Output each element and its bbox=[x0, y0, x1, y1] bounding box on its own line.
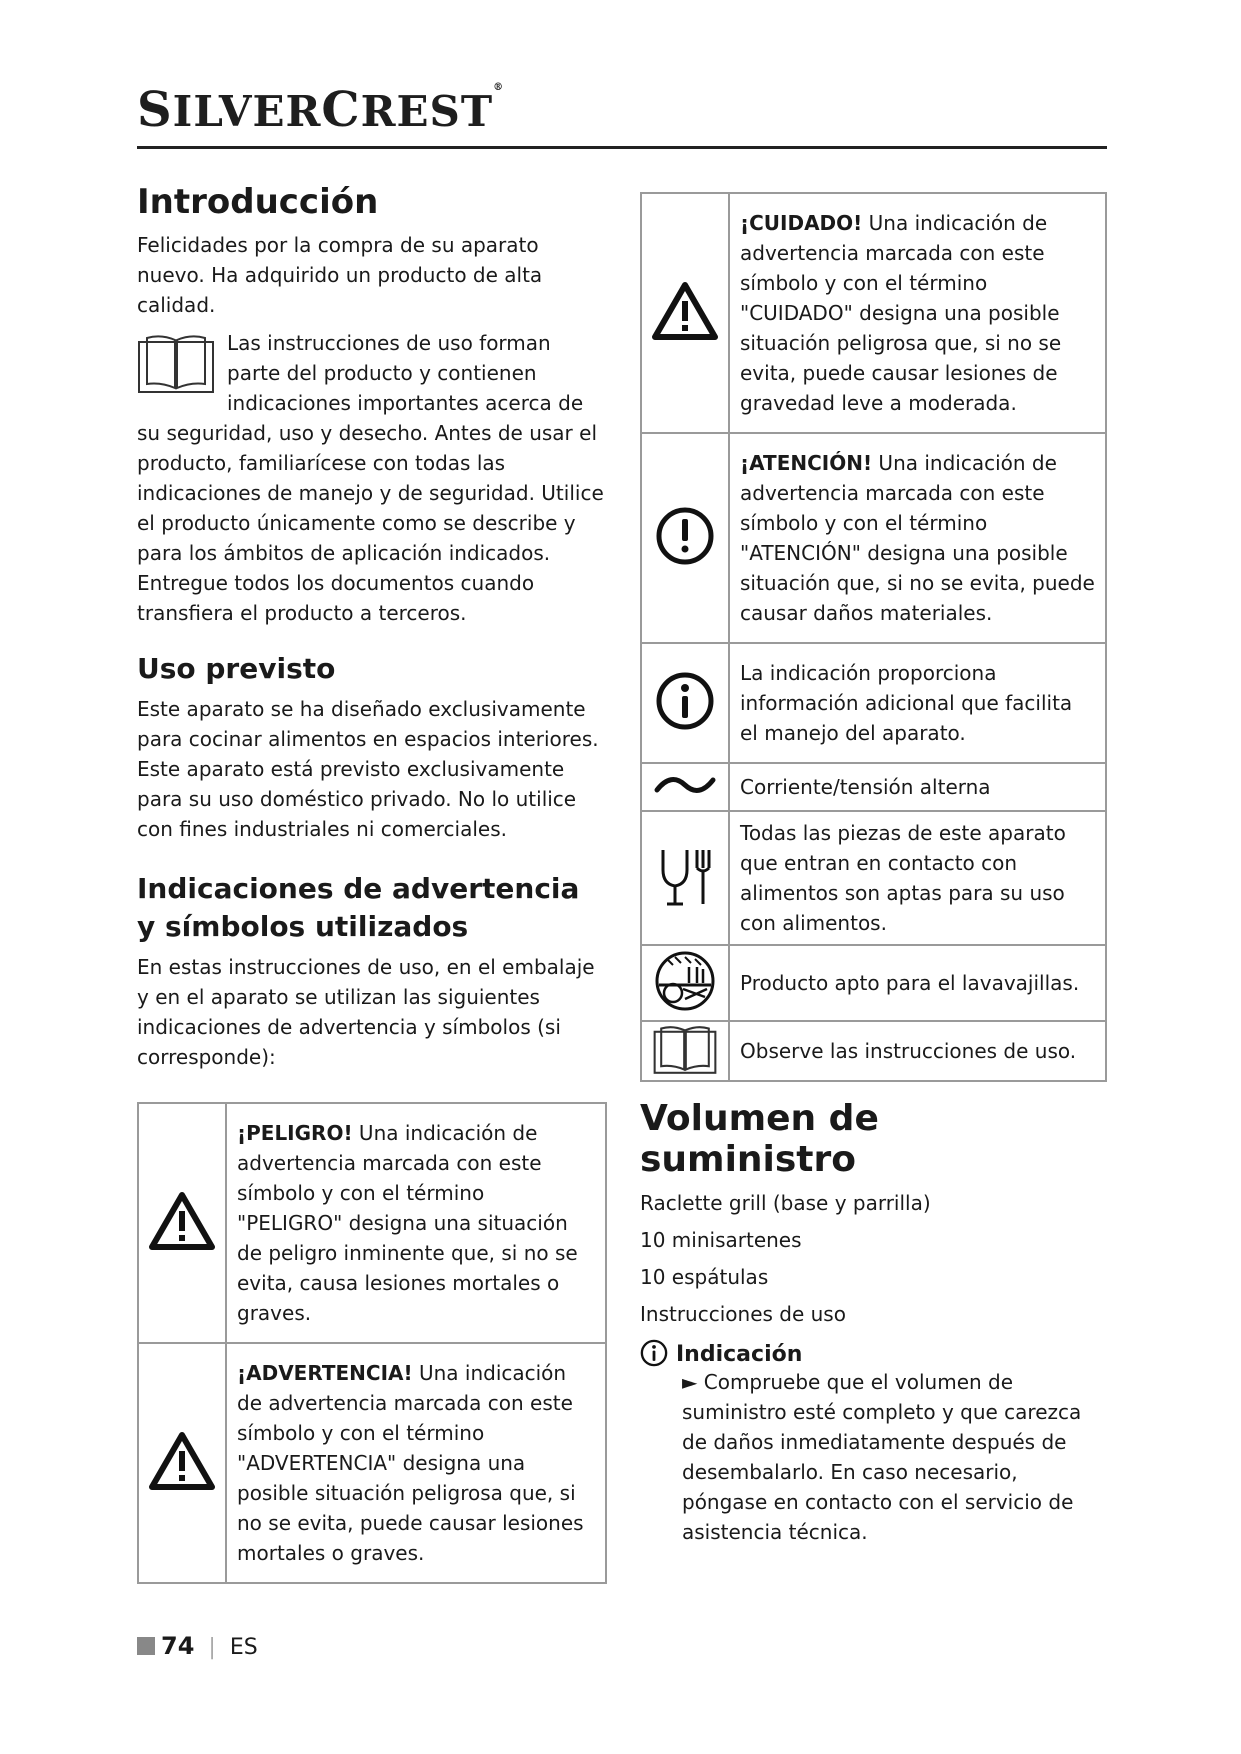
page-footer bbox=[137, 1632, 258, 1660]
symbol-row-ac: Corriente/tensión alterna bbox=[641, 763, 1106, 811]
intro-paragraph-2-block bbox=[137, 328, 607, 628]
intro-title: Introducción bbox=[137, 182, 379, 222]
intro-paragraph-2: Las instrucciones de uso forman parte del producto y contienen indicaciones importantes acerca de su seguridad, uso y desecho. Antes de usar el producto, familiarícese con todas las indicaciones de manejo y de seguridad. Utilice el producto únicamente como se describe y para los ámbitos de aplicación indicados. Entregue todos los documentos cuando transfiera el producto a terceros. bbox=[137, 331, 604, 625]
symbol-row-food-safe: Todas las piezas de este aparato que entran en contacto con alimentos son aptas para su uso con alimentos. bbox=[641, 811, 1106, 945]
warning-row-atencion: ¡ATENCIÓN! Una indicación de advertencia marcada con este símbolo y con el término "ATENCIÓN" designa una posible situación que, si no se evita, puede causar daños materiales. bbox=[641, 433, 1106, 643]
exclamation-circle-icon bbox=[655, 506, 715, 566]
warning-triangle-icon bbox=[651, 281, 719, 341]
footer-square bbox=[137, 1637, 155, 1655]
manual-book-icon bbox=[137, 332, 215, 394]
warning-row-cuidado: ¡CUIDADO! Una indicación de advertencia marcada con este símbolo y con el término "CUIDADO" designa una posible situación peligrosa que, si no se evita, puede causar lesiones de gravedad leve a moderada. bbox=[641, 193, 1106, 433]
left-column bbox=[137, 182, 607, 1584]
alternating-current-icon bbox=[653, 770, 717, 800]
warnings-table-left bbox=[137, 1102, 607, 1584]
warning-row-advertencia: ¡ADVERTENCIA! Una indicación de advertencia marcada con este símbolo y con el término "ADVERTENCIA" designa una posible situación peligrosa que, si no se evita, puede causar lesiones mortales o graves. bbox=[138, 1343, 606, 1583]
header-rule bbox=[137, 146, 1107, 149]
right-column bbox=[640, 192, 1107, 1547]
footer-separator: | bbox=[208, 1635, 216, 1660]
supply-item: 10 espátulas bbox=[640, 1265, 769, 1289]
warnings-table-right bbox=[640, 192, 1107, 1082]
symbol-row-manual: Observe las instrucciones de uso. bbox=[641, 1021, 1106, 1081]
supply-item: 10 minisartenes bbox=[640, 1228, 802, 1252]
food-safe-icon bbox=[657, 844, 713, 908]
warning-triangle-icon bbox=[148, 1431, 216, 1491]
warning-row-danger: ¡PELIGRO! Una indicación de advertencia marcada con este símbolo y con el término "PELIGRO" designa una situación de peligro inminente que, si no se evita, causa lesiones mortales o graves. bbox=[138, 1103, 606, 1343]
language-code: ES bbox=[229, 1635, 258, 1660]
note-text: ► Compruebe que el volumen de suministro esté completo y que carezca de daños inmediatamente después de desembalarlo. En caso necesario, póngase en contacto con el servicio de asistencia técnica. bbox=[682, 1370, 1082, 1544]
intro-paragraph-1: Felicidades por la compra de su aparato nuevo. Ha adquirido un producto de alta calidad. bbox=[137, 233, 543, 317]
note-heading: Indicación bbox=[640, 1339, 1107, 1367]
info-circle-icon bbox=[655, 671, 715, 731]
symbol-row-info: La indicación proporciona información adicional que facilita el manejo del aparato. bbox=[641, 643, 1106, 763]
info-circle-icon bbox=[640, 1339, 668, 1367]
warning-triangle-icon bbox=[148, 1191, 216, 1251]
symbol-row-dishwasher: Producto apto para el lavavajillas. bbox=[641, 945, 1106, 1021]
brand-logo: SILVERCREST® bbox=[137, 82, 505, 138]
use-title: Uso previsto bbox=[137, 652, 336, 685]
use-paragraph: Este aparato se ha diseñado exclusivamente para cocinar alimentos en espacios interiores. Este aparato está previsto exclusivamente para su uso doméstico privado. No lo utilice con fines industriales ni comerciales. bbox=[137, 697, 599, 841]
warnings-title: Indicaciones de advertencia y símbolos utilizados bbox=[137, 872, 580, 943]
manual-book-icon bbox=[653, 1023, 717, 1075]
page-number: 74 bbox=[161, 1632, 195, 1660]
supply-item: Instrucciones de uso bbox=[640, 1302, 846, 1326]
supply-list bbox=[640, 1188, 1107, 1329]
supply-item: Raclette grill (base y parrilla) bbox=[640, 1191, 931, 1215]
warnings-paragraph: En estas instrucciones de uso, en el embalaje y en el aparato se utilizan las siguientes indicaciones de advertencia y símbolos (si corresponde): bbox=[137, 955, 595, 1069]
dishwasher-safe-icon bbox=[653, 949, 717, 1013]
supply-title: Volumen de suministro bbox=[640, 1098, 879, 1180]
